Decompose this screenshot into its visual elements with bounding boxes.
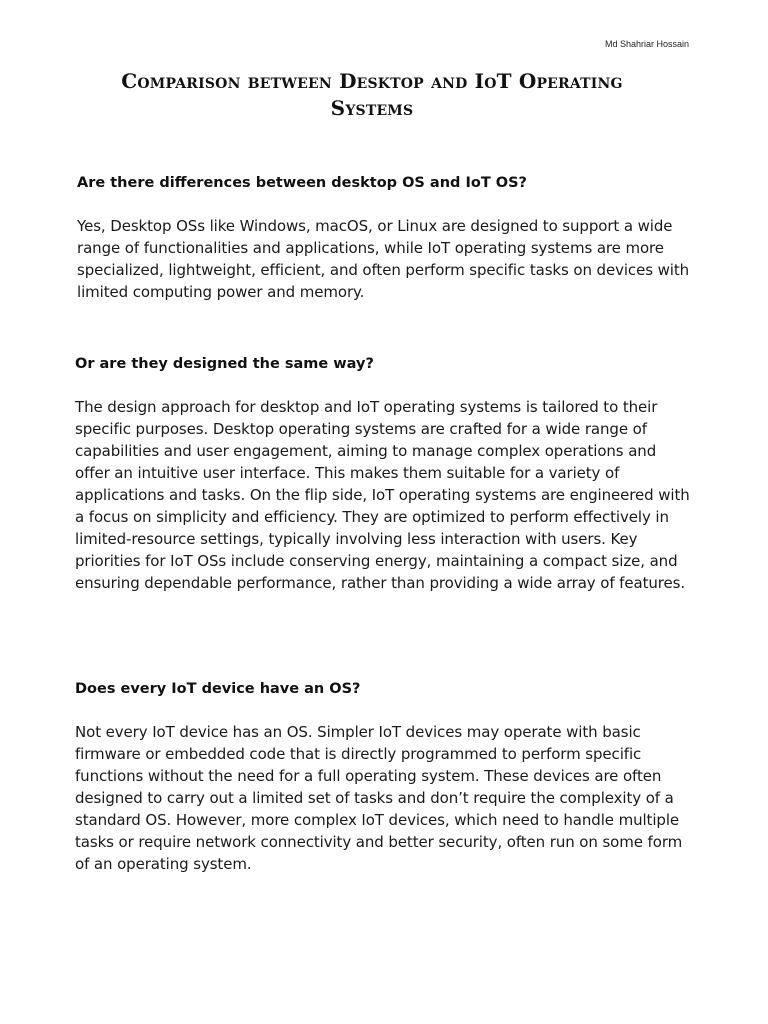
author-name: Md Shahriar Hossain xyxy=(604,39,689,49)
question-heading: Or are they designed the same way? xyxy=(75,356,374,372)
answer-paragraph: The design approach for desktop and IoT operating systems is tailored to their specific purposes. Desktop operating systems are crafted for a wide range of capabilities and user engagement, aiming to manage complex operations and offer an intuitive user interface. This makes them suitable for a variety of applications and tasks. On the flip side, IoT operating systems are engineered with a focus on simplicity and efficiency. They are optimized to perform effectively in limited-resource settings, typically involving less interaction with users. Key priorities for IoT OSs include conserving energy, maintaining a compact size, and ensuring dependable performance, rather than providing a wide array of features. xyxy=(75,398,690,592)
answer-paragraph: Not every IoT device has an OS. Simpler IoT devices may operate with basic firmware or embedded code that is directly programmed to perform specific functions without the need for a full operating system. These devices are often designed to carry out a limited set of tasks and don’t require the complexity of a standard OS. However, more complex IoT devices, which need to handle multiple tasks or require network connectivity and better security, often run on some form of an operating system. xyxy=(75,723,683,873)
question-heading: Does every IoT device have an OS? xyxy=(75,681,361,697)
page-title: Comparison between Desktop and IoT Operating Systems xyxy=(121,69,623,120)
answer-paragraph: Yes, Desktop OSs like Windows, macOS, or Linux are designed to support a wide range of functionalities and applications, while IoT operating systems are more specialized, lightweight, efficient, and often perform specific tasks on devices with limited computing power and memory. xyxy=(77,217,690,301)
question-heading: Are there differences between desktop OS and IoT OS? xyxy=(77,175,527,191)
